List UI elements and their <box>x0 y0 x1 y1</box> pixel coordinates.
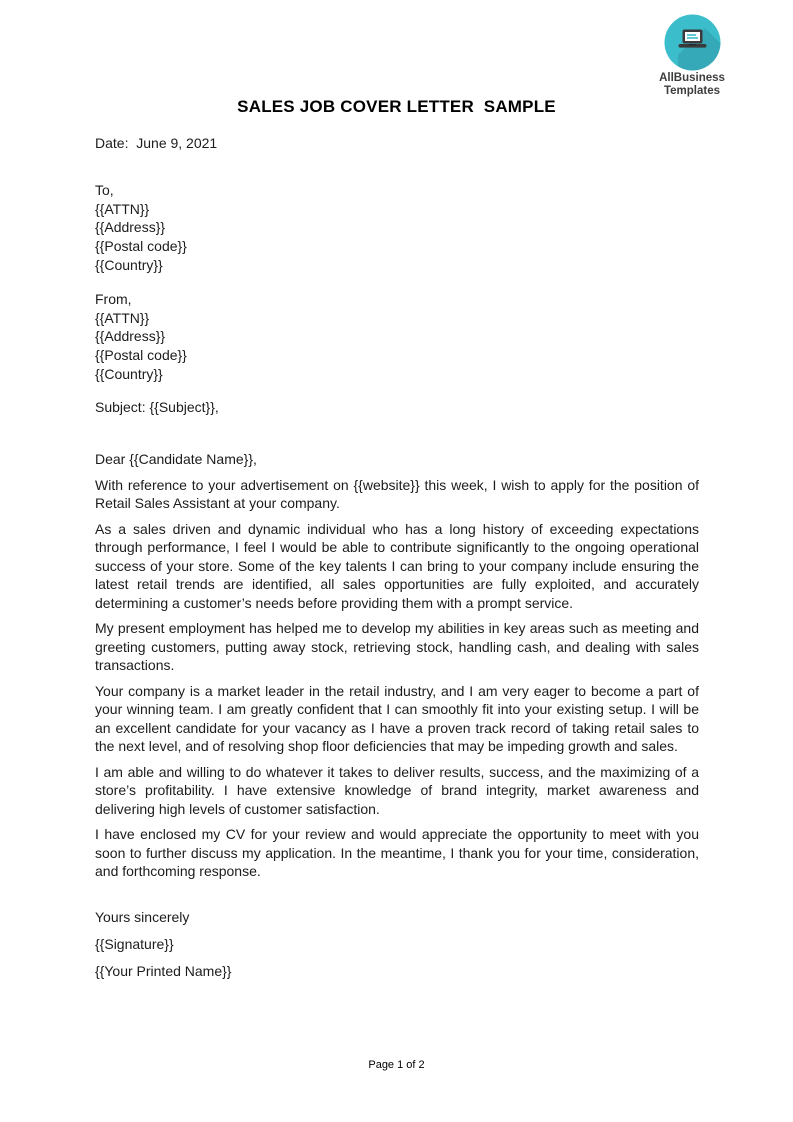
signature-placeholder: {{Signature}} <box>95 935 174 952</box>
printed-name-placeholder: {{Your Printed Name}} <box>95 962 232 979</box>
closing-line: Yours sincerely <box>95 908 190 925</box>
sender-attn-placeholder: {{ATTN}} <box>95 309 150 326</box>
sender-address-placeholder: {{Address}} <box>95 328 166 345</box>
recipient-country-placeholder: {{Country}} <box>95 256 163 273</box>
letter-paragraph-6: I have enclosed my CV for your review and would appreciate the opportunity to meet with you soon to further discuss my application. In the meantime, I thank you for your time, consideration, and forthcoming response. <box>95 826 699 879</box>
sender-address-block <box>95 290 187 384</box>
letter-paragraph-4: Your company is a market leader in the retail industry, and I am very eager to become a part of your winning team. I am greatly confident that I can smoothly fit into your existing setup. I will be an excellent candidate for your vacancy as I have a proven track record of taking retail sales to the next level, and of resolving shop floor deficiencies that may be impeding growth and sales. <box>95 682 699 754</box>
letter-paragraph-1: With reference to your advertisement on {{website}} this week, I wish to apply for the position of Retail Sales Assistant at your company. <box>95 476 699 511</box>
letter-paragraph-5: I am able and willing to do whatever it takes to deliver results, success, and the maximizing of a store’s profitability. I have extensive knowledge of brand integrity, market awareness and delivering high levels of customer satisfaction. <box>95 763 699 817</box>
recipient-postal-code-placeholder: {{Postal code}} <box>95 238 187 255</box>
recipient-address-placeholder: {{Address}} <box>95 219 166 236</box>
letter-paragraph-3: My present employment has helped me to develop my abilities in key areas such as meeting and greeting customers, putting away stock, retrieving stock, handling cash, and dealing with sales transactions. <box>95 620 699 673</box>
page-indicator: Page 1 of 2 <box>368 1059 425 1071</box>
sender-postal-code-placeholder: {{Postal code}} <box>95 347 187 364</box>
recipient-attn-placeholder: {{ATTN}} <box>95 200 150 217</box>
subject-line: Subject: {{Subject}}, <box>95 399 219 415</box>
recipient-label: To, <box>95 182 114 198</box>
letter-body <box>95 450 699 980</box>
date-line: Date: June 9, 2021 <box>95 135 218 151</box>
laptop-logo-icon <box>664 14 721 71</box>
sender-country-placeholder: {{Country}} <box>95 365 163 382</box>
allbusiness-templates-logo <box>637 14 747 98</box>
logo-text-line1: AllBusiness <box>659 72 725 84</box>
recipient-address-block <box>95 181 187 275</box>
salutation: Dear {{Candidate Name}}, <box>95 451 257 467</box>
sender-label: From, <box>95 291 132 307</box>
letter-paragraph-2: As a sales driven and dynamic individual who has a long history of exceeding expectations through performance, I feel I would be able to contribute significantly to the ongoing operational success of your store. Some of the key talents I can bring to your company include ensuring the latest retail trends are identified, all sales opportunities are fully exploited, and accurately determining a customer’s needs before providing them with a prompt service. <box>95 520 699 611</box>
document-title: SALES JOB COVER LETTER SAMPLE <box>237 97 556 116</box>
logo-text-line2: Templates <box>663 85 721 97</box>
